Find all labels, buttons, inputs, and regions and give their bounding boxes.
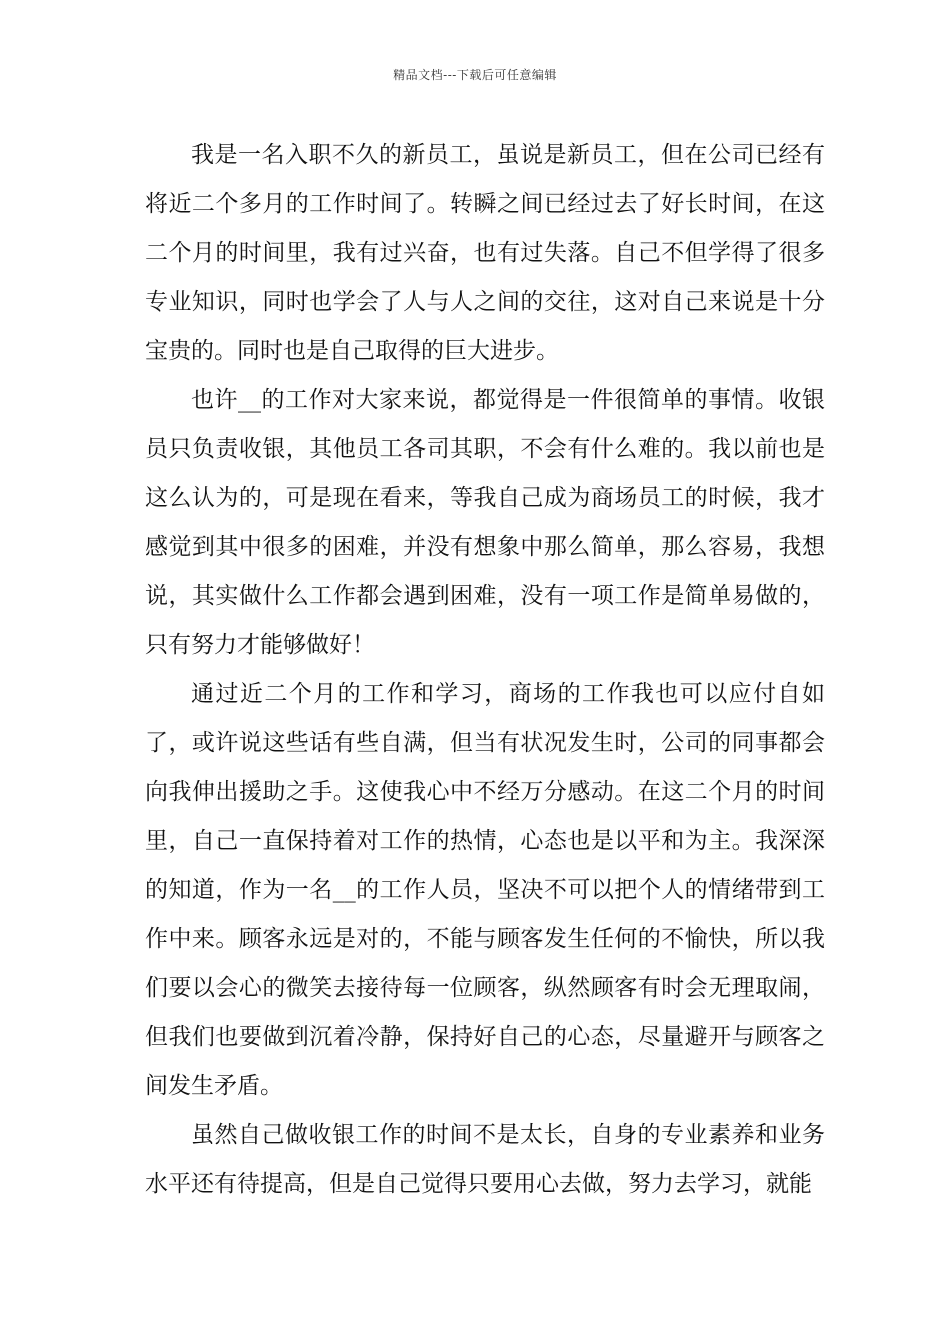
paragraph-1: 我是一名入职不久的新员工，虽说是新员工，但在公司已经有将近二个多月的工作时间了。转瞬之间已经过去了好长时间，在这二个月的时间里，我有过兴奋，也有过失落。自己不但学得了很多专业知识，同时也学会了人与人之间的交往，这对自己来说是十分宝贵的。同时也是自己取得的巨大进步。: [145, 142, 825, 364]
page-header: 精品文档---下载后可任意编辑: [393, 68, 557, 82]
paragraph-2: 也许__的工作对大家来说，都觉得是一件很简单的事情。收银员只负责收银，其他员工各司其职，不会有什么难的。我以前也是这么认为的，可是现在看来，等我自己成为商场员工的时候，我才感觉到其中很多的困难，并没有想象中那么简单，那么容易，我想说，其实做什么工作都会遇到困难，没有一项工作是简单易做的，只有努力才能够做好！: [145, 387, 825, 658]
paragraph-4: 虽然自己做收银工作的时间不是太长，自身的专业素养和业务水平还有待提高，但是自己觉得只要用心去做，努力去学习，就能: [145, 1122, 825, 1197]
paragraph-3: 通过近二个月的工作和学习，商场的工作我也可以应付自如了，或许说这些话有些自满，但当有状况发生时，公司的同事都会向我伸出援助之手。这使我心中不经万分感动。在这二个月的时间里，自己一直保持着对工作的热情，心态也是以平和为主。我深深的知道，作为一名__的工作人员，坚决不可以把个人的情绪带到工作中来。顾客永远是对的，不能与顾客发生任何的不愉快，所以我们要以会心的微笑去接待每一位顾客，纵然顾客有时会无理取闹，但我们也要做到沉着冷静，保持好自己的心态，尽量避开与顾客之间发生矛盾。: [145, 681, 825, 1099]
document-body: [145, 131, 825, 1209]
